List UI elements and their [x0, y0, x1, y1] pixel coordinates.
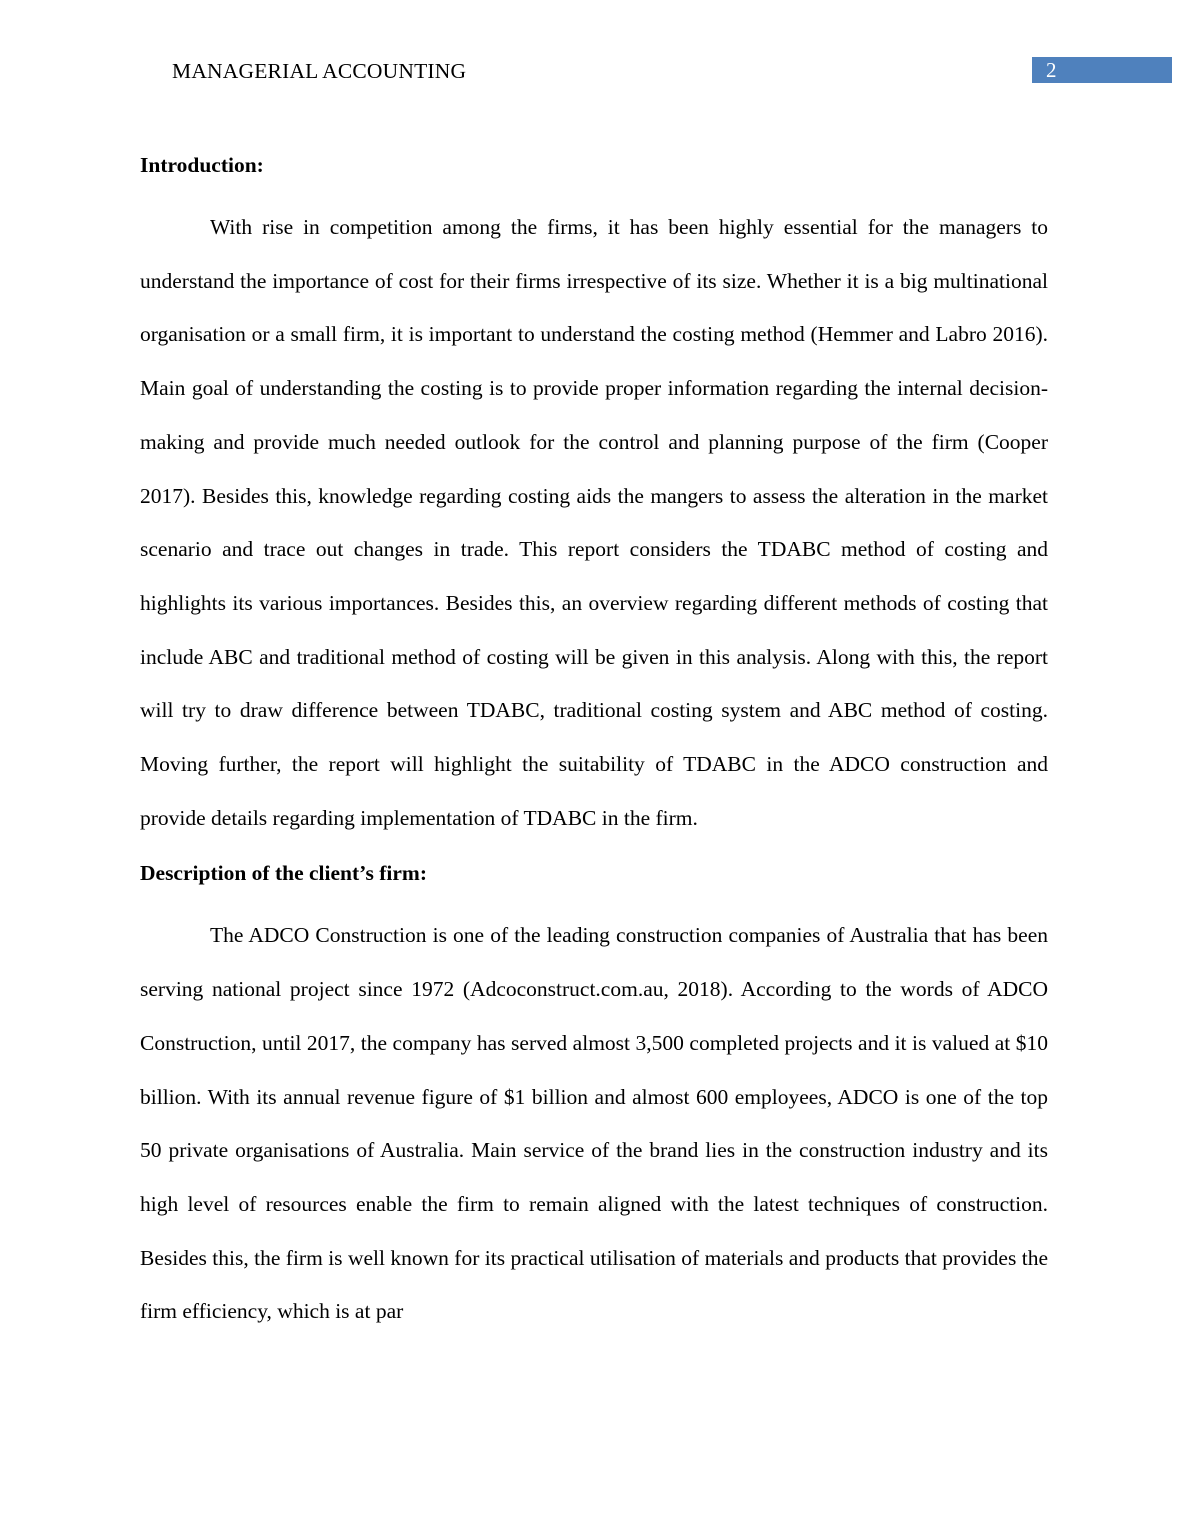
document-body: [140, 150, 1048, 1339]
paragraph-introduction: With rise in competition among the firms, it has been highly essential for the managers to understand the importance of cost for their firms irrespective of its size. Whether it is a big multinational organisation or a small firm, it is important to understand the costing method (Hemmer and Labro 2016). Main goal of understanding the costing is to provide proper information regarding the internal decision-making and provide much needed outlook for the control and planning purpose of the firm (Cooper 2017). Besides this, knowledge regarding costing aids the mangers to assess the alteration in the market scenario and trace out changes in trade. This report considers the TDABC method of costing and highlights its various importances. Besides this, an overview regarding different methods of costing that include ABC and traditional method of costing will be given in this analysis. Along with this, the report will try to draw difference between TDABC, traditional costing system and ABC method of costing. Moving further, the report will highlight the suitability of TDABC in the ADCO construction and provide details regarding implementation of TDABC in the firm.: [140, 215, 1048, 830]
paragraph-client-firm: The ADCO Construction is one of the leading construction companies of Australia that has been serving national project since 1972 (Adcoconstruct.com.au, 2018). According to the words of ADCO Construction, until 2017, the company has served almost 3,500 completed projects and it is valued at $10 billion. With its annual revenue figure of $1 billion and almost 600 employees, ADCO is one of the top 50 private organisations of Australia. Main service of the brand lies in the construction industry and its high level of resources enable the firm to remain aligned with the latest techniques of construction. Besides this, the firm is well known for its practical utilisation of materials and products that provides the firm efficiency, which is at par: [140, 923, 1048, 1324]
page-number: 2: [1046, 58, 1057, 82]
page-number-badge: [1032, 57, 1172, 83]
running-head: MANAGERIAL ACCOUNTING: [172, 59, 467, 83]
section-heading-client-firm: Description of the client’s firm:: [140, 861, 427, 886]
section-heading-introduction: Introduction:: [140, 153, 264, 177]
